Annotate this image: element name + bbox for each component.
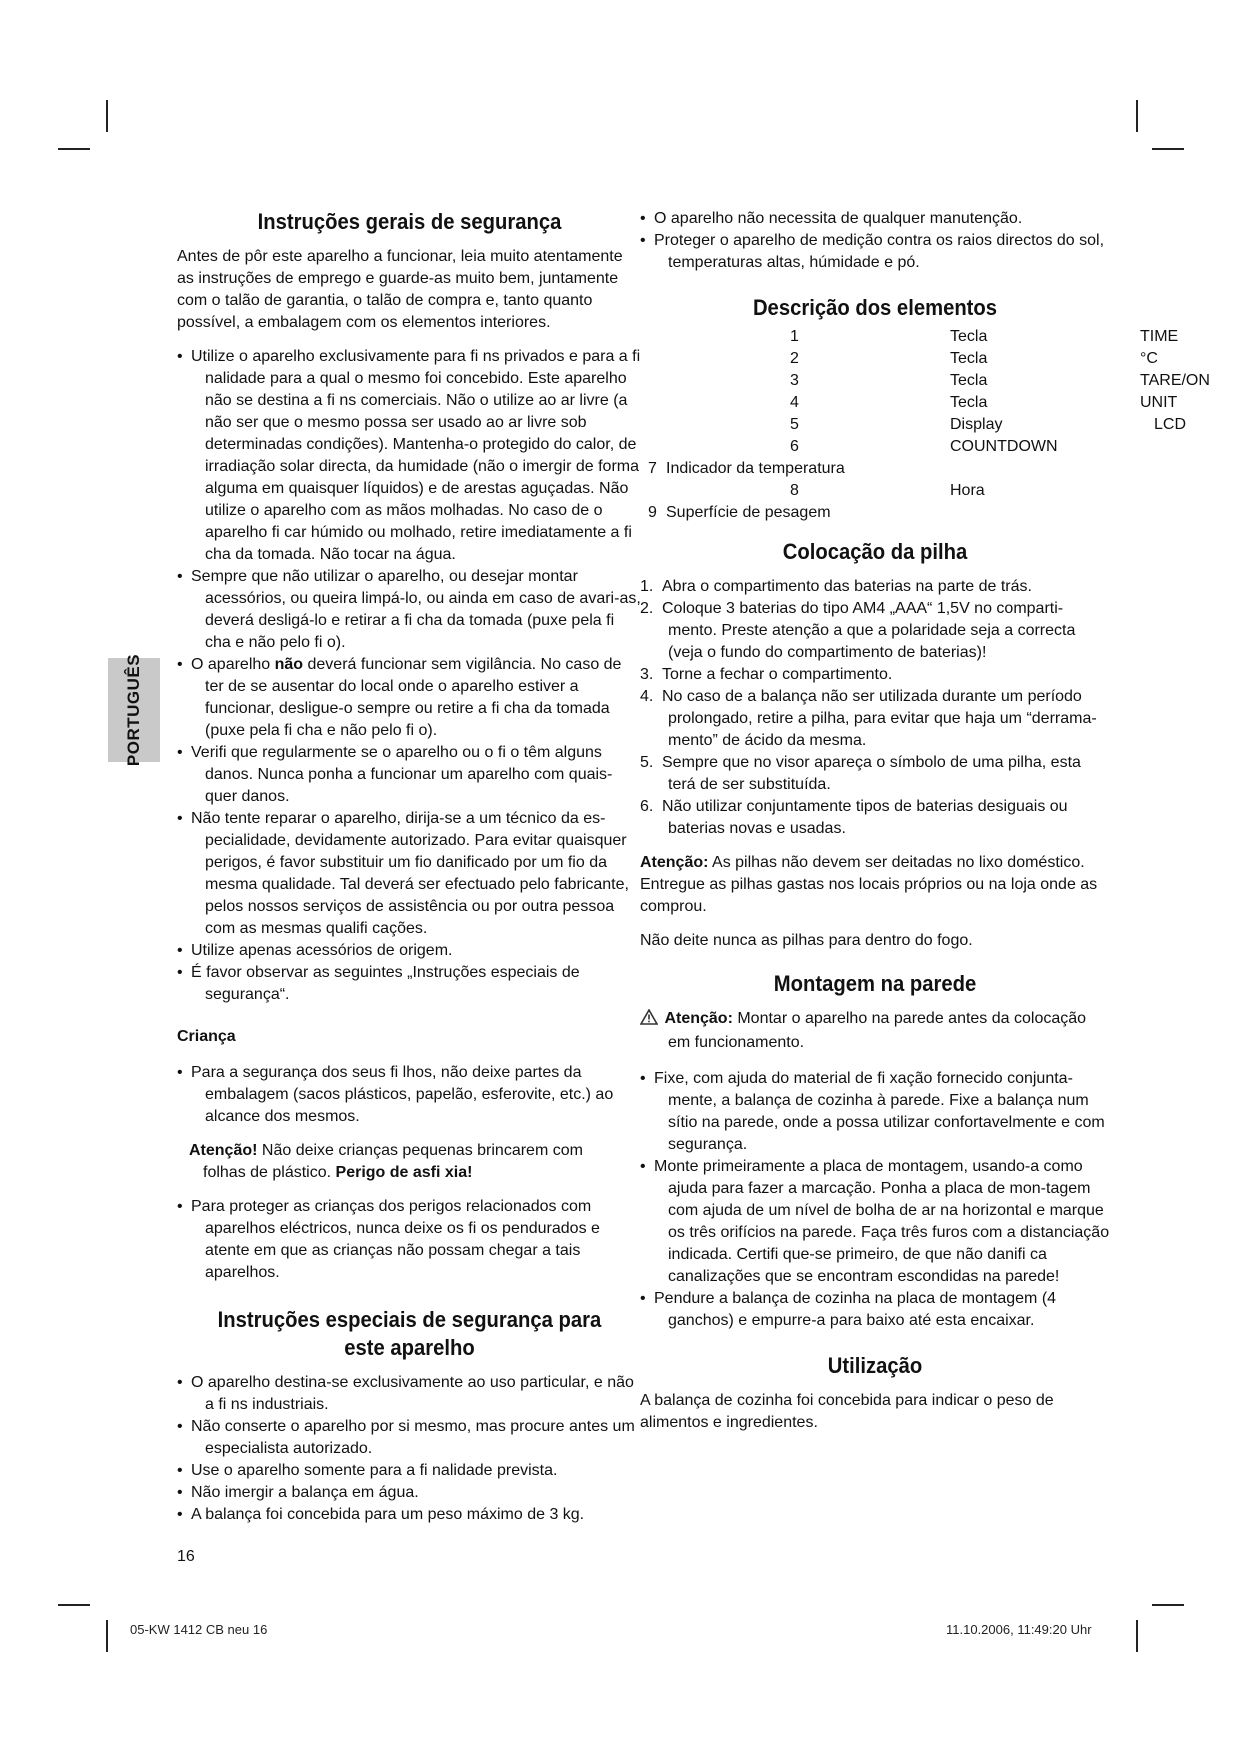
list-item: • Sempre que não utilizar o aparelho, ou desejar montar acessórios, ou queira limpá-lo, ou ainda em caso de avari-as, deverá desligá-lo e retirar a fi cha da tomada (puxe pela fi cha e não pelo fi o). (177, 566, 642, 654)
child-list-2 (177, 1196, 642, 1284)
element-value: LCD (1154, 416, 1187, 433)
element-row (640, 392, 1240, 414)
warning-line2 (189, 1162, 642, 1184)
warning-text: Montar o aparelho na parede antes da colocação (732, 1010, 1087, 1027)
list-item: • Utilize o aparelho exclusivamente para fi ns privados e para a fi nalidade para a qual o mesmo foi concebido. Este aparelho não se destina a fi ns comerciais. Não o utilize ao ar livre (a não ser que o mesmo possa ser usado ao ar livre sob determinadas condições). Mantenha-o protegido do calor, de irradiação solar directa, da humidade (não o imergir de forma alguma em quaisquer líquidos) e de arestas aguçadas. Não utilize o aparelho com as mãos molhadas. No caso de o aparelho fi car húmido ou molhado, retire imediatamente a fi cha da tomada. Não tocar na água. (177, 346, 642, 566)
list-item: • Use o aparelho somente para a fi nalidade prevista. (177, 1460, 642, 1482)
left-column (177, 208, 642, 1538)
element-number: 4 (790, 394, 799, 411)
element-label: Indicador da temperatura (666, 460, 845, 477)
list-item: • É favor observar as seguintes „Instruções especiais de segurança“. (177, 962, 642, 1006)
usage-text: A balança de cozinha foi concebida para indicar o peso de alimentos e ingredientes. (640, 1392, 1054, 1431)
element-number: 5 (790, 416, 799, 433)
step-text: Abra o compartimento das baterias na parte de trás. (662, 578, 1032, 595)
child-list-1 (177, 1062, 642, 1128)
maintenance-list (640, 208, 1110, 274)
element-number: 6 (790, 438, 799, 455)
step-number: 3. (640, 666, 654, 683)
element-label: Superfície de pesagem (666, 504, 831, 521)
crop-mark (58, 1604, 90, 1606)
item-text: O aparelho (191, 656, 275, 673)
crop-mark (58, 148, 90, 150)
element-value: °C (1140, 350, 1158, 367)
warning-triangle-icon (640, 1009, 660, 1032)
element-label: Tecla (950, 394, 988, 411)
list-item: • O aparelho não necessita de qualquer manutenção. (640, 208, 1110, 230)
battery-title: Colocação da pilha (782, 539, 968, 564)
element-value: TIME (1140, 328, 1179, 345)
crop-mark (106, 1620, 108, 1652)
special-safety-list (177, 1372, 642, 1526)
step-number: 4. (640, 688, 654, 705)
footer-file-info: 05-KW 1412 CB neu 16 (130, 1622, 268, 1637)
elements-title: Descrição dos elementos (752, 295, 998, 320)
step-item (640, 752, 1110, 796)
element-row (640, 458, 1240, 480)
usage-title: Utilização (827, 1353, 923, 1378)
element-label: COUNTDOWN (950, 438, 1058, 455)
element-label: Tecla (950, 372, 988, 389)
list-item: • Para proteger as crianças dos perigos relacionados com aparelhos eléctricos, nunca deixe os fi os pendurados e atente em que as crianças não possam chegar a tais aparelhos. (177, 1196, 642, 1284)
battery-steps (640, 576, 1110, 840)
wall-warning (640, 1008, 1110, 1054)
element-number: 9 (648, 504, 657, 521)
step-item (640, 686, 1110, 752)
element-row (640, 326, 1240, 348)
warning-text: folhas de plástico. (203, 1164, 336, 1181)
step-number: 6. (640, 798, 654, 815)
element-number: 7 (648, 460, 657, 477)
special-safety-title: Instruções especiais de segurança para este aparelho (217, 1307, 602, 1360)
footer-timestamp: 11.10.2006, 11:49:20 Uhr (946, 1622, 1092, 1637)
warning-text: As pilhas não devem ser deitadas no lixo doméstico. Entregue as pilhas gastas nos locais próprios ou na loja onde as comprou. (640, 854, 1098, 915)
element-value: UNIT (1140, 394, 1178, 411)
list-item: • Monte primeiramente a placa de montagem, usando-a como ajuda para fazer a marcação. Ponha a placa de mon-tagem com ajuda de um nível de bolha de ar na horizontal e marque os três orifícios na parede. Faça três furos com a distanciação indicada. Certifi que-se primeiro, de que não danifi ca canalizações que se encontram escondidas na parede! (640, 1156, 1110, 1288)
language-tab-label: PORTUGUÊS (124, 653, 143, 767)
crop-mark (1152, 1604, 1184, 1606)
list-item (177, 654, 642, 742)
element-row (640, 414, 1240, 436)
warning-label: Atenção! (189, 1142, 258, 1159)
battery-fire-note: Não deite nunca as pilhas para dentro do fogo. (640, 932, 973, 949)
element-row (640, 480, 1240, 502)
element-value: TARE/ON (1140, 372, 1210, 389)
general-safety-intro: Antes de pôr este aparelho a funcionar, leia muito atentamente as instruções de emprego e guarde-as muito bem, juntamente com o talão de garantia, o talão de compra e, tanto quanto possível, a embalagem com os elementos interiores. (177, 248, 623, 331)
crop-mark (1136, 100, 1138, 132)
list-item: • Não tente reparar o aparelho, dirija-se a um técnico da es-pecialidade, devidamente autorizado. Para evitar quaisquer perigos, é favor substituir um fio danificado por um fio da mesma qualidade. Tal deverá ser efectuado pelo fabricante, pelos nossos serviços de assistência ou por outra pessoa com as mesmas qualifi cações. (177, 808, 642, 940)
warning-line2: em funcionamento. (668, 1034, 805, 1051)
step-item (640, 664, 1110, 686)
step-text: No caso de a balança não ser utilizada durante um período prolongado, retire a pilha, para evitar que haja um “derrama-mento” de ácido da mesma. (662, 688, 1097, 749)
crop-mark (106, 100, 108, 132)
language-tab (108, 653, 160, 767)
step-number: 2. (640, 600, 654, 617)
child-heading: Criança (177, 1028, 236, 1045)
list-item: • Verifi que regularmente se o aparelho ou o fi o têm alguns danos. Nunca ponha a funcionar um aparelho com quais-quer danos. (177, 742, 642, 808)
page-number: 16 (177, 1548, 195, 1565)
element-number: 3 (790, 372, 799, 389)
element-label: Hora (950, 482, 985, 499)
element-label: Display (950, 416, 1003, 433)
list-item: • Pendure a balança de cozinha na placa de montagem (4 ganchos) e empurre-a para baixo até esta encaixar. (640, 1288, 1110, 1332)
element-row (640, 436, 1240, 458)
step-item (640, 796, 1110, 840)
step-text: Torne a fechar o compartimento. (662, 666, 893, 683)
crop-mark (1152, 148, 1184, 150)
warning-label: Atenção: (664, 1010, 733, 1027)
element-number: 2 (790, 350, 799, 367)
general-safety-list (177, 346, 642, 1006)
step-number: 1. (640, 578, 654, 595)
step-text: Coloque 3 baterias do tipo AM4 „AAA“ 1,5V no comparti-mento. Preste atenção a que a polaridade seja a correcta (veja o fundo do compartimento de baterias)! (662, 600, 1076, 661)
list-item: • Fixe, com ajuda do material de fi xação fornecido conjunta-mente, a balança de cozinha à parede. Fixe a balança num sítio na parede, onde a possa utilizar confortavelmente e com segurança. (640, 1068, 1110, 1156)
list-item: • Não conserte o aparelho por si mesmo, mas procure antes um especialista autorizado. (177, 1416, 642, 1460)
list-item: • Proteger o aparelho de medição contra os raios directos do sol, temperaturas altas, húmidade e pó. (640, 230, 1110, 274)
step-text: Sempre que no visor apareça o símbolo de uma pilha, esta terá de ser substituída. (662, 754, 1081, 793)
general-safety-title: Instruções gerais de segurança (257, 209, 562, 234)
wall-mount-title: Montagem na parede (773, 971, 977, 996)
step-item (640, 598, 1110, 664)
element-number: 1 (790, 328, 799, 345)
step-number: 5. (640, 754, 654, 771)
battery-warning (640, 852, 1110, 918)
list-item: • A balança foi concebida para um peso máximo de 3 kg. (177, 1504, 642, 1526)
list-item: • O aparelho destina-se exclusivamente ao uso particular, e não a fi ns industriais. (177, 1372, 642, 1416)
element-label: Tecla (950, 350, 988, 367)
warning-label: Atenção: (640, 854, 709, 871)
element-row (640, 348, 1240, 370)
wall-mount-list (640, 1068, 1110, 1332)
list-item: • Não imergir a balança em água. (177, 1482, 642, 1504)
list-item: • Para a segurança dos seus fi lhos, não deixe partes da embalagem (sacos plásticos, papelão, esferovite, etc.) ao alcance dos mesmos. (177, 1062, 642, 1128)
item-text: deverá funcionar sem vigilância. No caso de ter de se ausentar do local onde o aparelho estiver a funcionar, desligue-o sempre ou retire a fi cha da tomada (puxe pela fi cha e não pelo fi o). (205, 656, 622, 739)
element-label: Tecla (950, 328, 988, 345)
child-warning (177, 1140, 642, 1184)
crop-mark (1136, 1620, 1138, 1652)
step-text: Não utilizar conjuntamente tipos de baterias desiguais ou baterias novas e usadas. (662, 798, 1068, 837)
warning-bold: Perigo de asfi xia! (335, 1164, 473, 1181)
warning-text: Não deixe crianças pequenas brincarem com (257, 1142, 583, 1159)
elements-table (640, 326, 1210, 524)
item-bold: não (274, 656, 304, 673)
element-number: 8 (790, 482, 799, 499)
element-row (640, 370, 1240, 392)
element-row (640, 502, 1240, 524)
right-column (640, 208, 1210, 1446)
list-item: • Utilize apenas acessórios de origem. (177, 940, 642, 962)
step-item (640, 576, 1110, 598)
